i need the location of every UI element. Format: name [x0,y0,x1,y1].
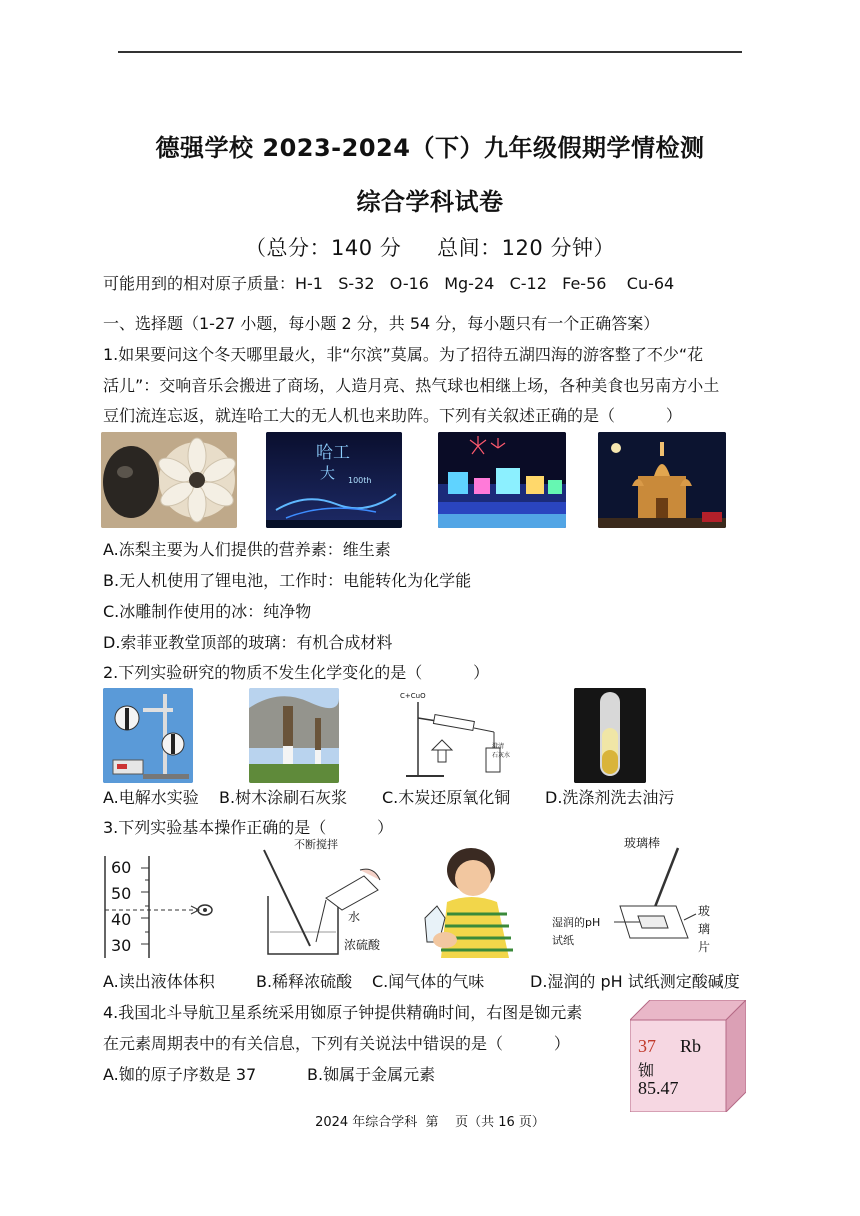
element-name: 铷 [638,1061,655,1080]
sofia-church-photo [598,432,726,528]
limewater-label-1: 澄清 [492,743,505,750]
tree-whitewash-photo [249,688,339,783]
q3-option-c: C.闻气体的气味 [372,972,485,991]
q2-option-c: C.木炭还原氧化铜 [382,788,511,807]
q3-option-d: D.湿润的 pH 试纸测定酸碱度 [530,972,740,991]
rubidium-element-card [630,1000,746,1112]
drone-text-hagong: 哈工 [316,443,350,463]
q2-option-a: A.电解水实验 [103,788,199,807]
tick-60: 60 [111,858,132,877]
drone-text-da: 大 [320,464,336,482]
atomic-mass: 85.47 [638,1078,679,1098]
q1-option-c: C.冰雕制作使用的冰：纯净物 [103,602,312,621]
water-label: 水 [348,910,361,924]
q3-option-a: A.读出液体体积 [103,972,215,991]
glass-label-3: 片 [698,940,711,954]
tick-30: 30 [111,936,132,955]
page-footer: 2024 年综合学科 第 页（共 16 页） [315,1115,545,1130]
q1-option-b: B.无人机使用了锂电池，工作时：电能转化为化学能 [103,571,472,590]
q3-option-b: B.稀释浓硫酸 [256,972,353,991]
drone-text-100th: 100th [348,476,372,485]
ph-test-diagram [552,834,722,960]
q1-stem-line3: 豆们流连忘返，就连哈工大的无人机也来助阵。下列有关叙述正确的是（ ） [103,406,682,425]
section-heading: 一、选择题（1-27 小题，每小题 2 分，共 54 分，每小题只有一个正确答案） [103,314,660,333]
tick-40: 40 [111,910,132,929]
electrolysis-apparatus-photo [103,688,193,783]
q4-stem-line1: 4.我国北斗导航卫星系统采用铷原子钟提供精确时间，右图是铷元素 [103,1003,583,1022]
exam-subtitle: 综合学科试卷 [356,188,504,216]
read-volume-diagram [101,852,221,962]
cuo-label: C+CuO [400,692,426,700]
frozen-pear-photo [101,432,237,528]
q1-option-d: D.索菲亚教堂顶部的玻璃：有机合成材料 [103,633,393,652]
acid-label: 浓硫酸 [344,938,381,952]
q4-options-ab: A.铷的原子序数是 37 B.铷属于金属元素 [103,1065,436,1084]
carbon-reduction-diagram [398,688,518,783]
ph-paper-label-1: 湿润的pH [552,916,601,929]
q2-option-b: B.树木涂刷石灰浆 [219,788,348,807]
q2-option-d: D.洗涤剂洗去油污 [545,788,675,807]
q3-stem: 3.下列实验基本操作正确的是（ ） [103,818,394,837]
atomic-masses: 可能用到的相对原子质量：H-1 S-32 O-16 Mg-24 C-12 Fe-56 Cu-64 [103,274,675,293]
ice-festival-photo [438,432,566,528]
limewater-label-2: 石灰水 [492,752,511,759]
drone-show-photo [266,432,402,528]
exam-title: 德强学校 2023-2024（下）九年级假期学情检测 [155,134,705,162]
glass-label-2: 璃 [698,922,711,936]
smell-gas-illustration [417,842,527,960]
q4-stem-line2: 在元素周期表中的有关信息，下列有关说法中错误的是（ ） [103,1034,570,1053]
q1-stem-line1: 1.如果要问这个冬天哪里最火，非“尔滨”莫属。为了招待五湖四海的游客整了不少“花 [103,345,704,364]
glass-label-1: 玻 [698,904,711,918]
dilute-acid-diagram [256,836,386,962]
element-symbol: Rb [680,1036,702,1056]
header-rule [118,51,742,53]
q1-option-a: A.冻梨主要为人们提供的营养素：维生素 [103,540,391,559]
atomic-number: 37 [638,1036,656,1056]
q2-stem: 2.下列实验研究的物质不发生化学变化的是（ ） [103,663,490,682]
q1-stem-line2: 活儿”：交响音乐会搬进了商场，人造月亮、热气球也相继上场，各种美食也另南方小土 [103,376,720,395]
tick-50: 50 [111,884,132,903]
detergent-testtube-photo [574,688,646,783]
score-info: （总分：140 分 总间：120 分钟） [245,236,615,260]
rod-label: 玻璃棒 [624,836,661,850]
ph-paper-label-2: 试纸 [552,934,574,947]
stir-label: 不断搅拌 [294,838,338,851]
